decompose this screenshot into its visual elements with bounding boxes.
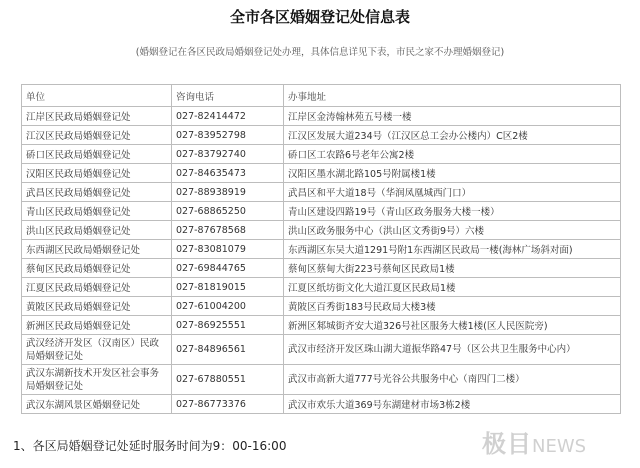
watermark-brand: 极目 (482, 430, 532, 458)
table-row (22, 278, 621, 297)
table-row (22, 395, 621, 414)
cell-address: 新洲区邾城街齐安大道326号社区服务大楼1楼(区人民医院旁) (284, 316, 621, 335)
cell-phone: 027-84635473 (172, 164, 284, 183)
cell-unit: 汉阳区民政局婚姻登记处 (22, 164, 172, 183)
header-unit: 单位 (22, 85, 172, 107)
table-header-row (22, 85, 621, 107)
cell-unit: 武汉东湖风景区婚姻登记处 (22, 395, 172, 414)
table-row (22, 259, 621, 278)
watermark-news: NEWS (532, 436, 587, 457)
table-row (22, 145, 621, 164)
registry-table (21, 84, 621, 414)
cell-unit: 东西湖区民政局婚姻登记处 (22, 240, 172, 259)
cell-unit: 黄陂区民政局婚姻登记处 (22, 297, 172, 316)
table-row (22, 126, 621, 145)
cell-unit: 洪山区民政局婚姻登记处 (22, 221, 172, 240)
cell-address: 武昌区和平大道18号（华润凤凰城西门口） (284, 183, 621, 202)
cell-unit: 武昌区民政局婚姻登记处 (22, 183, 172, 202)
cell-phone: 027-88938919 (172, 183, 284, 202)
jimu-news-watermark (482, 424, 586, 459)
table-row (22, 221, 621, 240)
cell-address: 武汉市欢乐大道369号东湖建材市场3栋2楼 (284, 395, 621, 414)
cell-unit: 武汉经济开发区（汉南区）民政局婚姻登记处 (22, 335, 172, 365)
cell-unit: 新洲区民政局婚姻登记处 (22, 316, 172, 335)
cell-address: 青山区建设四路19号（青山区政务服务大楼一楼） (284, 202, 621, 221)
table-row (22, 164, 621, 183)
header-address: 办事地址 (284, 85, 621, 107)
cell-address: 硚口区工农路6号老年公寓2楼 (284, 145, 621, 164)
cell-unit: 青山区民政局婚姻登记处 (22, 202, 172, 221)
cell-address: 江夏区纸坊街文化大道江夏区民政局1楼 (284, 278, 621, 297)
table-row (22, 316, 621, 335)
cell-address: 江汉区发展大道234号（江汉区总工会办公楼内）C区2楼 (284, 126, 621, 145)
cell-address: 洪山区政务服务中心（洪山区文秀街9号）六楼 (284, 221, 621, 240)
cell-unit: 蔡甸区民政局婚姻登记处 (22, 259, 172, 278)
cell-phone: 027-81819015 (172, 278, 284, 297)
page-title: 全市各区婚姻登记处信息表 (229, 8, 410, 26)
cell-phone: 027-69844765 (172, 259, 284, 278)
cell-phone: 027-82414472 (172, 107, 284, 126)
cell-unit: 江汉区民政局婚姻登记处 (22, 126, 172, 145)
cell-phone: 027-84896561 (172, 335, 284, 365)
page-subtitle: (婚姻登记在各区民政局婚姻登记处办理，具体信息详见下表，市民之家不办理婚姻登记) (135, 47, 505, 58)
cell-phone: 027-83081079 (172, 240, 284, 259)
cell-address: 江岸区金涛翰林苑五号楼一楼 (284, 107, 621, 126)
table-row (22, 183, 621, 202)
cell-unit: 江岸区民政局婚姻登记处 (22, 107, 172, 126)
cell-phone: 027-86925551 (172, 316, 284, 335)
cell-unit: 硚口区民政局婚姻登记处 (22, 145, 172, 164)
cell-phone: 027-68865250 (172, 202, 284, 221)
cell-unit: 武汉东湖新技术开发区社会事务局婚姻登记处 (22, 365, 172, 395)
cell-phone: 027-83792740 (172, 145, 284, 164)
cell-address: 东西湖区东吴大道1291号附1东西湖区民政局一楼(海林广场斜对面) (284, 240, 621, 259)
header-phone: 咨询电话 (172, 85, 284, 107)
table-row (22, 107, 621, 126)
cell-address: 武汉市高新大道777号光谷公共服务中心（南四门二楼） (284, 365, 621, 395)
cell-unit: 江夏区民政局婚姻登记处 (22, 278, 172, 297)
cell-phone: 027-67880551 (172, 365, 284, 395)
cell-address: 武汉市经济开发区珠山湖大道振华路47号（区公共卫生服务中心内） (284, 335, 621, 365)
table-row (22, 335, 621, 365)
footnote-service-hours: 1、各区局婚姻登记处延时服务时间为9：00-16:00 (13, 439, 287, 453)
table-row (22, 297, 621, 316)
cell-address: 汉阳区墨水湖北路105号附属楼1楼 (284, 164, 621, 183)
table-row (22, 202, 621, 221)
cell-phone: 027-83952798 (172, 126, 284, 145)
cell-address: 蔡甸区蔡甸大街223号蔡甸区民政局1楼 (284, 259, 621, 278)
cell-phone: 027-86773376 (172, 395, 284, 414)
cell-phone: 027-87678568 (172, 221, 284, 240)
table-row (22, 365, 621, 395)
cell-phone: 027-61004200 (172, 297, 284, 316)
cell-address: 黄陂区百秀街183号民政局大楼3楼 (284, 297, 621, 316)
table-row (22, 240, 621, 259)
